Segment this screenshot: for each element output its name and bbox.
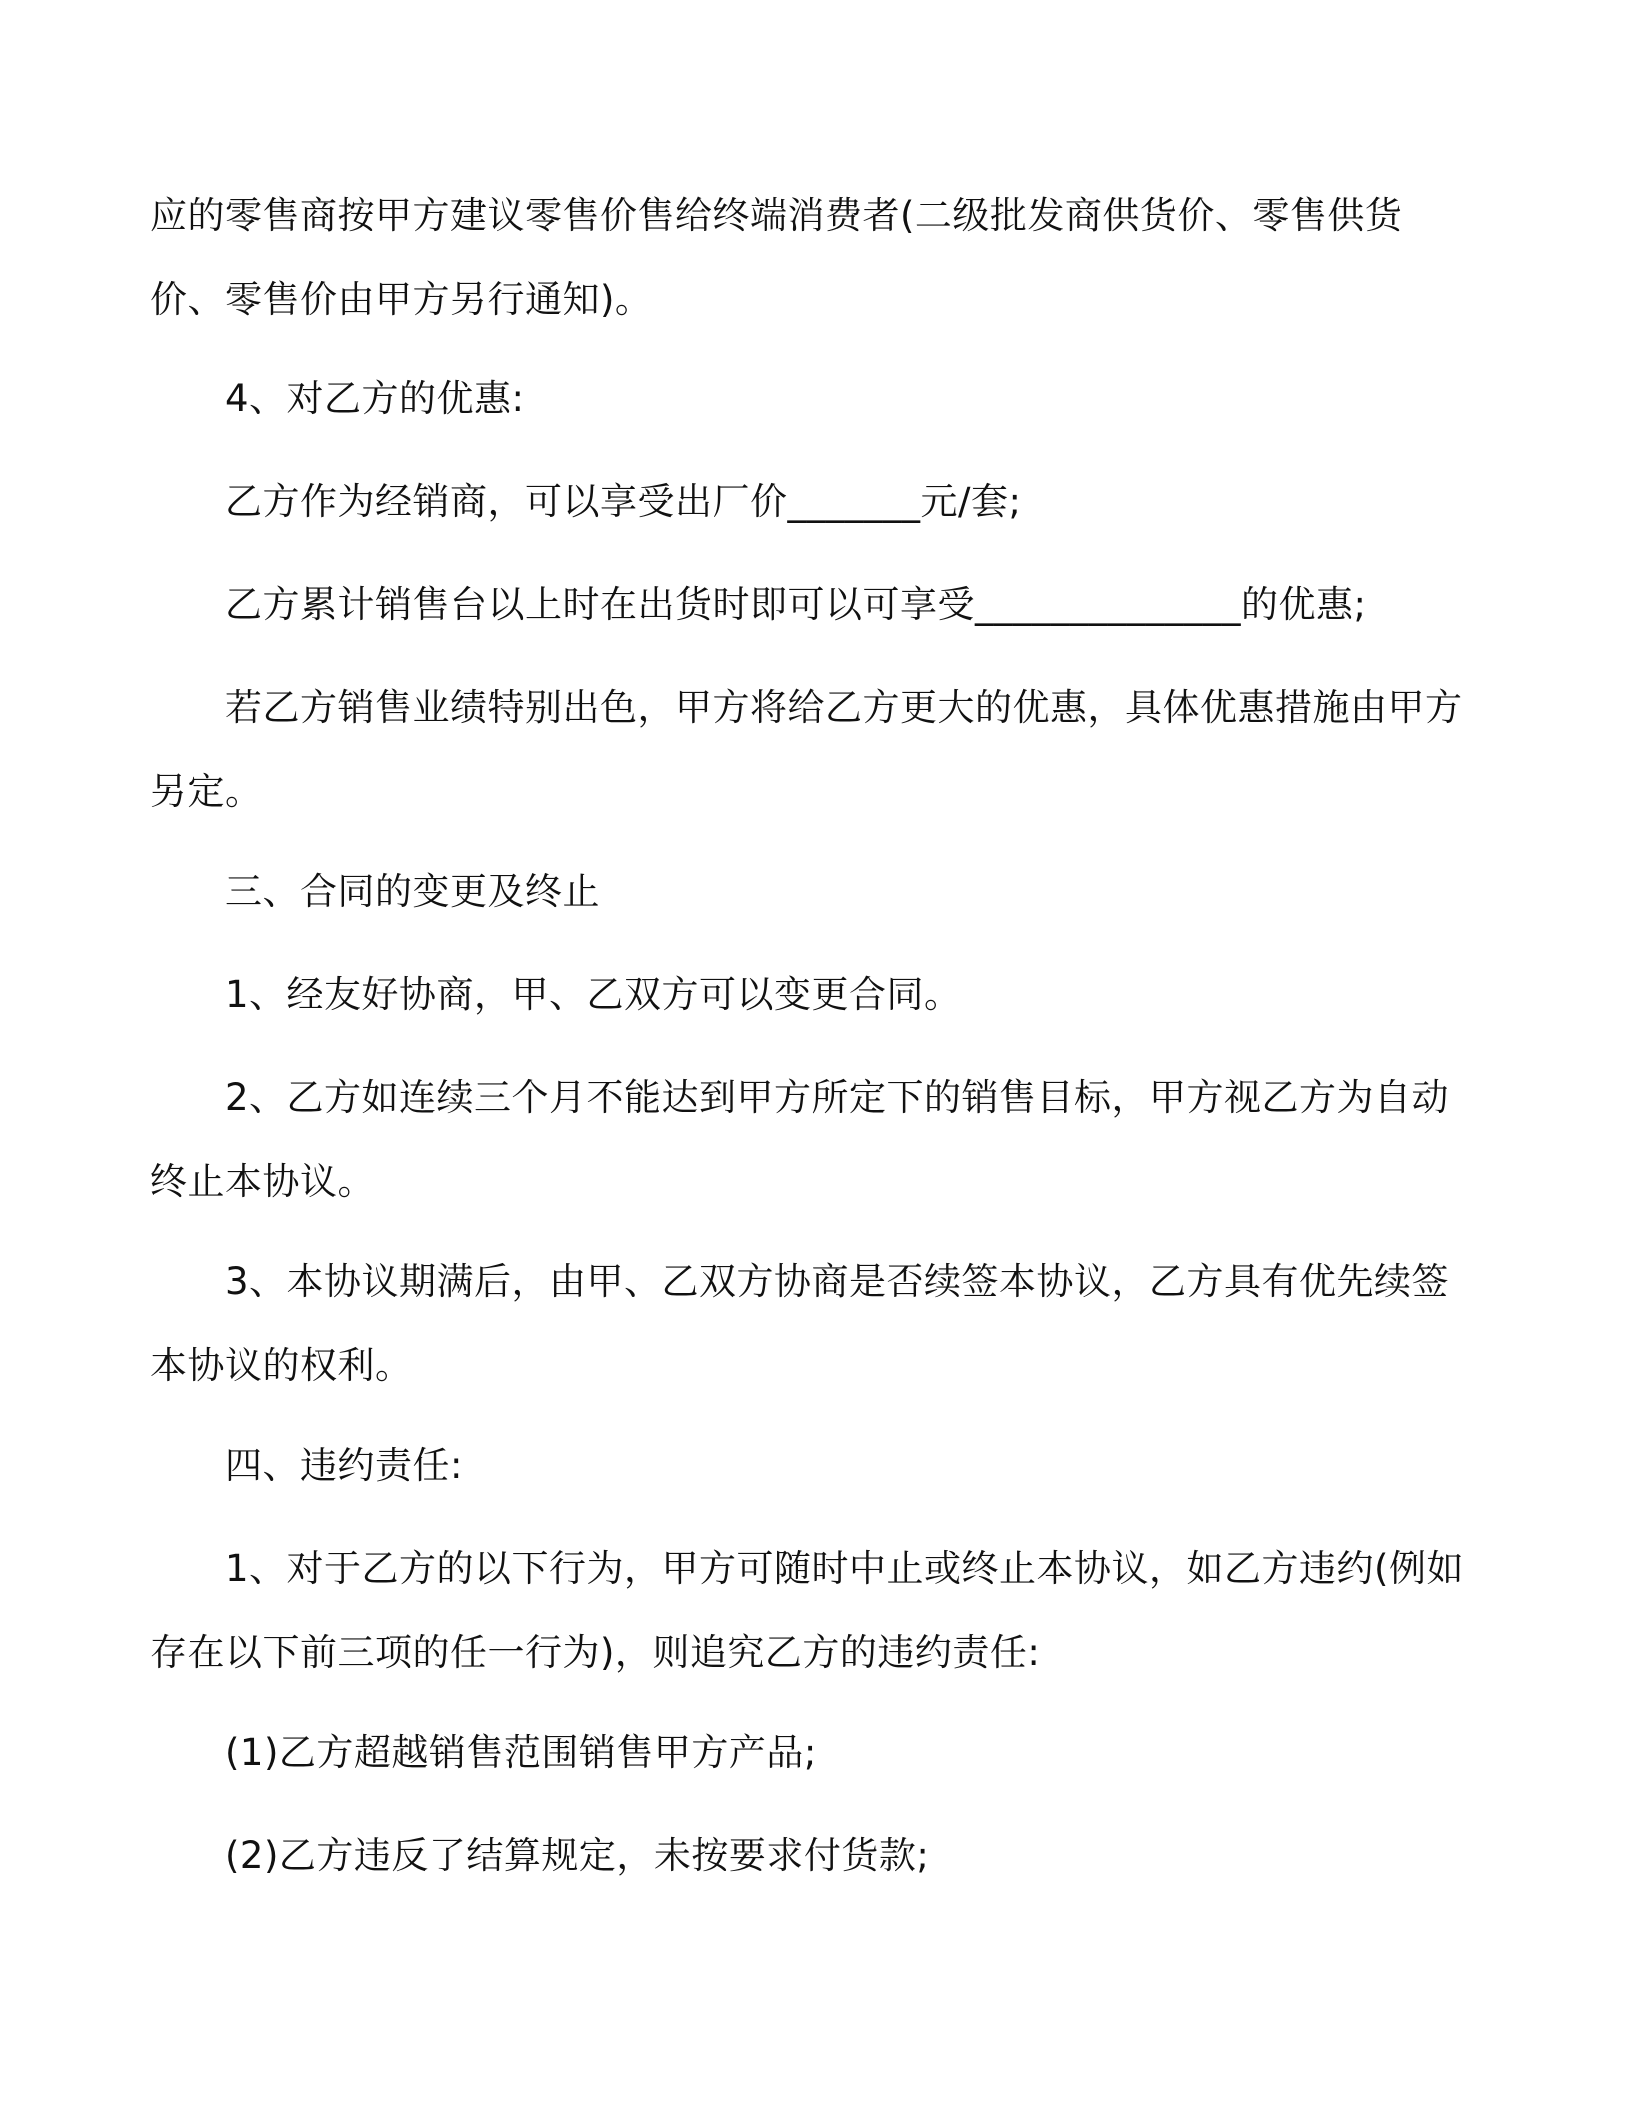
clause-renewal: 3、本协议期满后，由甲、乙双方协商是否续签本协议，乙方具有优先续签本协议的权利。 xyxy=(150,1260,1450,1387)
section-heading-breach-liability: 四、违约责任: xyxy=(225,1444,463,1487)
clause-breach-behaviors: 1、对于乙方的以下行为，甲方可随时中止或终止本协议，如乙方违约(例如存在以下前三项的任一行为)，则追究乙方的违约责任: xyxy=(150,1547,1464,1674)
paragraph-cumulative-sales-discount: 乙方累计销售台以上时在出货时即可以可享受______________的优惠; xyxy=(225,583,1367,626)
heading-discount-for-party-b: 4、对乙方的优惠: xyxy=(225,377,525,420)
section-heading-contract-change-termination: 三、合同的变更及终止 xyxy=(225,870,600,913)
clause-auto-termination: 2、乙方如连续三个月不能达到甲方所定下的销售目标，甲方视乙方为自动终止本协议。 xyxy=(150,1076,1450,1203)
paragraph-extra-discount: 若乙方销售业绩特别出色，甲方将给乙方更大的优惠，具体优惠措施由甲方另定。 xyxy=(150,686,1463,813)
list-item-payment-violation: (2)乙方违反了结算规定，未按要求付货款; xyxy=(225,1834,930,1877)
clause-change-contract: 1、经友好协商，甲、乙双方可以变更合同。 xyxy=(225,973,962,1016)
paragraph-factory-price: 乙方作为经销商，可以享受出厂价_______元/套; xyxy=(225,480,1022,523)
paragraph-retail-price-continuation: 应的零售商按甲方建议零售价售给终端消费者(二级批发商供货价、零售供货价、零售价由甲方另行通知)。 xyxy=(150,194,1403,321)
list-item-out-of-range-sales: (1)乙方超越销售范围销售甲方产品; xyxy=(225,1731,817,1774)
